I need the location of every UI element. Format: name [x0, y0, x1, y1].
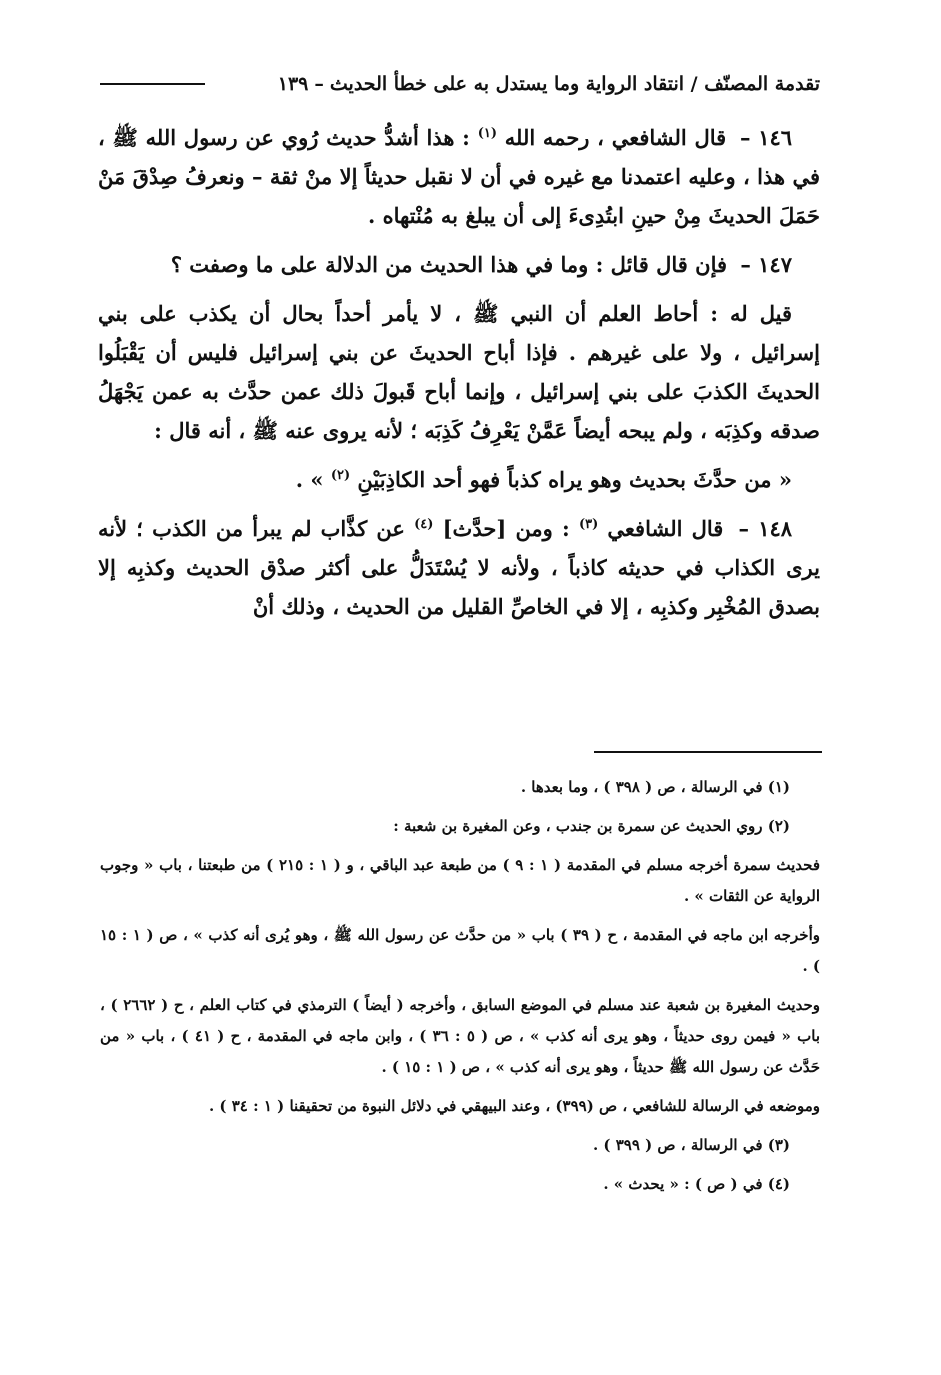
header-rule: [100, 83, 205, 85]
footnote-3: (٣) في الرسالة ، ص ( ٣٩٩ ) .: [592, 1136, 790, 1154]
paragraph-number: ١٤٦ –: [739, 125, 793, 150]
footnote-2-sub: وأخرجه ابن ماجه في المقدمة ، ح ( ٣٩ ) باب « من حدَّث عن رسول الله ﷺ ، وهو يُرى أنه كذب » ، ص ( ١ : ١٥ ) .: [100, 926, 820, 975]
paragraph-text: فإن قال قائل : وما في هذا الحديث من الدلالة على ما وصفت ؟: [170, 252, 728, 277]
paragraph-text: : هذا أشدُّ حديث رُوي عن رسول الله ﷺ ، في هذا ، وعليه اعتمدنا مع غيره في أن لا نقبل حديثاً إلا منْ ثقة – ونعرفُ صِدْقَ مَنْ حَمَلَ الحديثَ مِنْ حينِ ابتُدِىءَ إلى أن يبلغ به مُنْتهاه .: [98, 125, 820, 228]
paragraph-text: عن كذَّاب لم يبرأ من الكذب ؛ لأنه يرى الكذاب في حديثه كاذباً ، ولأنه لا يُسْتَدَلُّ على أكثر صدْق الحديث وكذبِه إلا بصدق المُخْبِر وكذبِه ، إلا في الخاصِّ القليل من الحديث ، وذلك أنْ: [98, 516, 820, 619]
footnote-ref: (١): [477, 126, 497, 141]
running-header: [100, 64, 820, 104]
footnote-ref: (٣): [578, 517, 599, 532]
footnote-2-sub: وحديث المغيرة بن شعبة عند مسلم في الموضع السابق ، وأخرجه ( أيضاً ) الترمذي في كتاب العلم ، ح ( ٢٦٦٢ ) ، باب « فيمن روى حديثاً ، وهو يرى أنه كذب » ، ص ( ٥ : ٣٦ ) ، وابن ماجه في المقدمة ، ح ( ٤١ ) ، باب « من حَدَّث عن رسول الله ﷺ حديثاً ، وهو يرى أنه كذب » ، ص ( ١ : ١٥ ) .: [100, 996, 820, 1076]
paragraph-text: قال الشافعي ، رحمه الله: [504, 125, 727, 150]
hadith-quote: [98, 460, 820, 499]
footnote-2: (٢) روي الحديث عن سمرة بن جندب ، وعن المغيرة بن شعبة :: [393, 817, 790, 835]
footnote-2-sub: فحديث سمرة أخرجه مسلم في المقدمة ( ١ : ٩ ) من طبعة عبد الباقي ، و ( ١ : ٢١٥ ) من طبعتنا ، باب « وجوب الرواية عن الثقات » .: [100, 856, 820, 905]
footnote-ref: (٢): [330, 468, 351, 483]
quote-end: » .: [295, 467, 324, 492]
footnotes: [100, 772, 820, 1208]
paragraph-number: ١٤٧ –: [740, 252, 792, 277]
footnote-4: (٤) في ( ص ) : « يحدث » .: [603, 1175, 790, 1193]
page-number: ١٣٩: [277, 73, 309, 95]
paragraph-146: [98, 118, 820, 235]
paragraph-147-answer: [98, 294, 820, 450]
paragraph-text: : ومن [حدَّث]: [442, 516, 570, 541]
paragraph-148: [98, 509, 820, 626]
quote-text: « من حدَّثَ بحديث وهو يراه كذباً فهو أحد الكاذِبَيْنِ: [357, 467, 792, 492]
footnote-2-sub: وموضعه في الرسالة للشافعي ، ص (٣٩٩) ، وعند البيهقي في دلائل النبوة من تحقيقنا ( ١ : ٣٤ ) .: [208, 1097, 820, 1115]
footnote-ref: (٤): [414, 517, 434, 532]
main-text: [98, 118, 820, 636]
header-separator: –: [314, 73, 324, 95]
paragraph-number: ١٤٨ –: [738, 516, 793, 541]
paragraph-147: [98, 245, 820, 284]
footnote-1: (١) في الرسالة ، ص ( ٣٩٨ ) ، وما بعدها .: [520, 778, 790, 796]
paragraph-text: قال الشافعي: [607, 516, 724, 541]
footnote-separator: [594, 751, 822, 753]
paragraph-text: قيل له : أحاط العلم أن النبي ﷺ ، لا يأمر أحداً بحال أن يكذب على بني إسرائيل ، ولا على غيرهم . فإذا أباح الحديثَ عن بني إسرائيل فليس أن يَقْبَلُوا الحديثَ الكذبَ على بني إسرائيل ، وإنما أباح قَبولَ ذلك عمن حدَّث به عمن يَجْهَلُ صدقه وكذِبَه ، ولم يبحه أيضاً عَمَّنْ يَعْرِفُ كَذِبَه ؛ لأنه يروى عنه ﷺ ، أنه قال :: [98, 301, 820, 443]
header-title: تقدمة المصنّف / انتقاد الرواية وما يستدل به على خطأ الحديث: [329, 73, 820, 95]
